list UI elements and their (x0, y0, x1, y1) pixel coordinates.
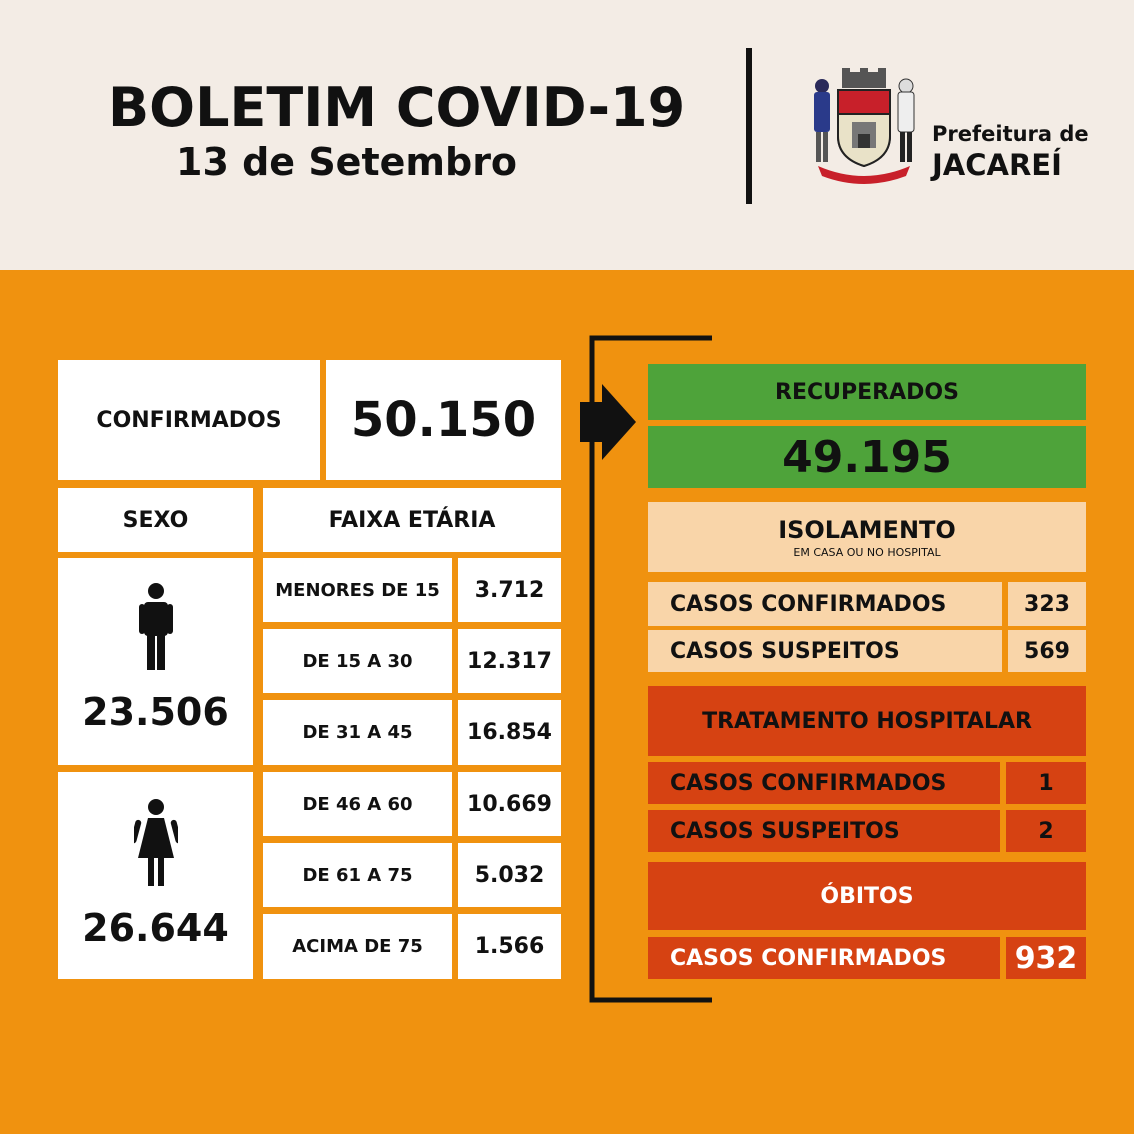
sex-header-label: SEXO (122, 507, 189, 533)
deaths-header (648, 862, 1086, 930)
female-count: 26.644 (82, 906, 229, 950)
male-person-icon (136, 582, 176, 672)
city-crest-icon (800, 62, 928, 190)
age-range-value: 3.712 (474, 577, 545, 603)
age-range-0 (263, 558, 452, 622)
deaths-confirmed-row (648, 937, 1000, 979)
hospital-confirmed-value: 1 (1038, 770, 1054, 796)
sex-header (58, 488, 253, 552)
confirmed-value: 50.150 (350, 392, 537, 448)
age-range-label: DE 15 A 30 (302, 650, 413, 672)
isolation-label: ISOLAMENTO (778, 515, 956, 544)
isolation-confirmed-row (648, 582, 1002, 626)
org-name-line1: Prefeitura de (932, 122, 1089, 146)
isolation-suspected-label: CASOS SUSPEITOS (670, 638, 900, 664)
hospital-suspected-value: 2 (1038, 818, 1054, 844)
age-value-0 (458, 558, 561, 622)
age-range-value: 12.317 (467, 648, 552, 674)
age-range-5 (263, 914, 452, 979)
age-range-label: ACIMA DE 75 (292, 936, 423, 957)
deaths-label: ÓBITOS (820, 883, 914, 909)
male-box (58, 558, 253, 765)
recovered-header (648, 364, 1086, 420)
age-range-4 (263, 843, 452, 907)
hospital-suspected-value-box (1006, 810, 1086, 852)
age-range-2 (263, 700, 452, 765)
female-box (58, 772, 253, 979)
age-range-value: 16.854 (467, 720, 552, 745)
hospital-label: TRATAMENTO HOSPITALAR (702, 708, 1032, 734)
hospital-suspected-row (648, 810, 1000, 852)
age-range-3 (263, 772, 452, 836)
age-range-value: 5.032 (474, 862, 545, 888)
recovered-value: 49.195 (782, 431, 952, 483)
age-range-label: DE 46 A 60 (302, 793, 413, 815)
isolation-suspected-value: 569 (1024, 638, 1070, 664)
age-value-3 (458, 772, 561, 836)
deaths-confirmed-value: 932 (1014, 940, 1078, 976)
confirmed-label: CONFIRMADOS (96, 407, 282, 433)
isolation-confirmed-value: 323 (1024, 591, 1070, 617)
male-count: 23.506 (82, 690, 229, 734)
age-value-5 (458, 914, 561, 979)
isolation-suspected-value-box (1008, 630, 1086, 672)
hospital-header (648, 686, 1086, 756)
age-range-label: MENORES DE 15 (275, 579, 440, 601)
age-value-2 (458, 700, 561, 765)
age-range-value: 10.669 (467, 791, 552, 817)
age-range-label: DE 61 A 75 (302, 864, 413, 886)
confirmed-label-box (58, 360, 320, 480)
age-value-4 (458, 843, 561, 907)
recovered-label: RECUPERADOS (775, 379, 959, 405)
female-person-icon (134, 798, 178, 888)
age-header (263, 488, 561, 552)
deaths-confirmed-label: CASOS CONFIRMADOS (670, 945, 947, 971)
age-header-label: FAIXA ETÁRIA (328, 507, 496, 533)
hospital-confirmed-row (648, 762, 1000, 804)
isolation-header (648, 502, 1086, 572)
confirmed-value-box (326, 360, 561, 480)
isolation-suspected-row (648, 630, 1002, 672)
age-range-label: DE 31 A 45 (302, 722, 413, 743)
header-divider (746, 48, 752, 204)
deaths-confirmed-value-box (1006, 937, 1086, 979)
age-value-1 (458, 629, 561, 693)
org-name-line2: JACAREÍ (932, 148, 1062, 182)
hospital-confirmed-label: CASOS CONFIRMADOS (670, 770, 947, 796)
recovered-value-box (648, 426, 1086, 488)
bulletin-date: 13 de Setembro (176, 140, 518, 184)
hospital-confirmed-value-box (1006, 762, 1086, 804)
isolation-confirmed-value-box (1008, 582, 1086, 626)
isolation-sublabel: EM CASA OU NO HOSPITAL (793, 545, 941, 559)
isolation-confirmed-label: CASOS CONFIRMADOS (670, 591, 947, 617)
age-range-value: 1.566 (474, 934, 545, 959)
age-range-1 (263, 629, 452, 693)
hospital-suspected-label: CASOS SUSPEITOS (670, 818, 900, 844)
bulletin-title: BOLETIM COVID-19 (108, 76, 686, 139)
